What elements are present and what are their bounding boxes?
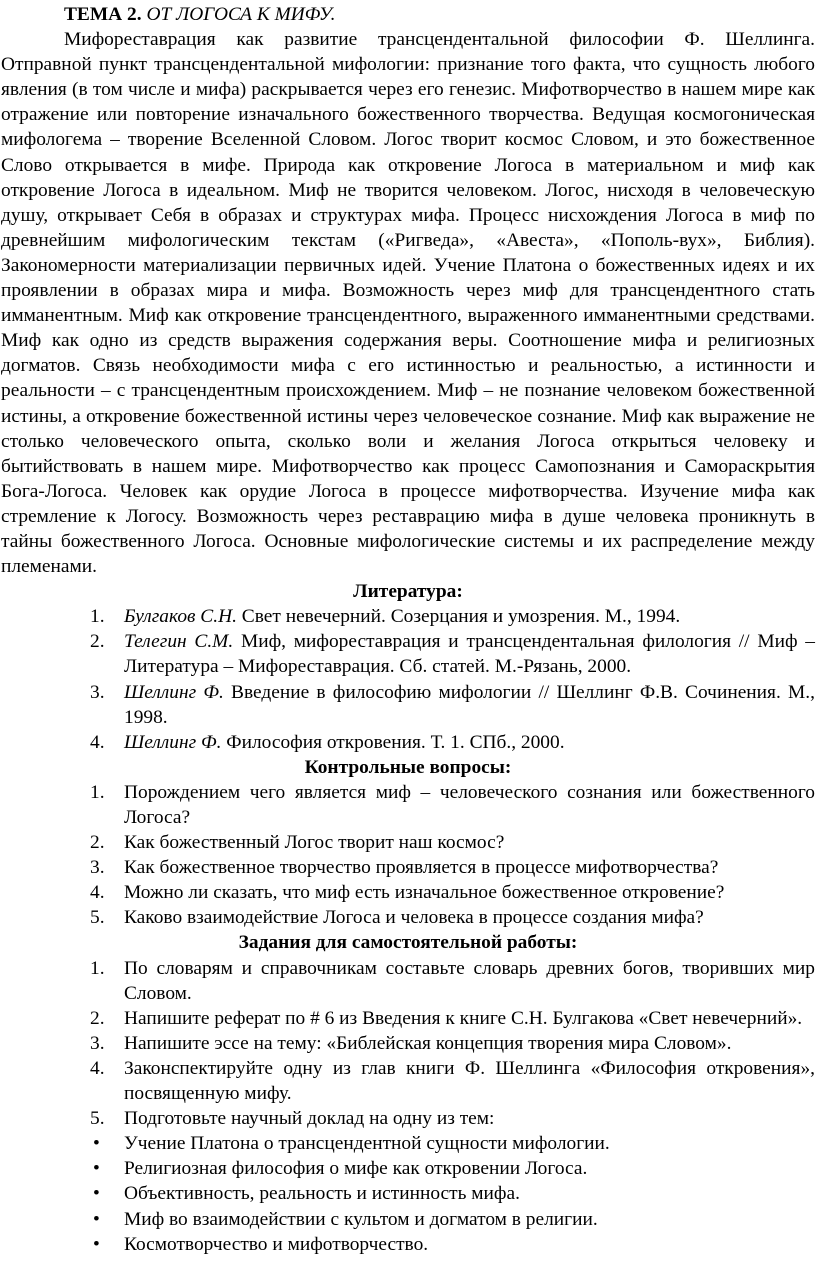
list-number: 3. <box>90 857 105 879</box>
task-text: Законспектируйте одну из глав книги Ф. Шеллинга «Философия откровения», посвященную мифу. <box>124 1057 815 1105</box>
question-text: Как божественный Логос творит наш космос? <box>124 832 505 854</box>
literature-item <box>1 730 815 755</box>
report-topic-item <box>1 1181 815 1206</box>
questions-list <box>1 780 815 931</box>
list-number: 2. <box>90 1007 105 1029</box>
list-number: 1. <box>90 781 105 803</box>
book-details: Введение в философию мифологии // Шеллинг Ф.В. Сочинения. М., 1998. <box>124 681 815 728</box>
task-text: Подготовьте научный доклад на одну из тем: <box>124 1108 495 1130</box>
list-number: 2. <box>90 631 105 653</box>
literature-item <box>1 680 815 730</box>
report-topic-item <box>1 1207 815 1232</box>
task-text: Напишите эссе на тему: «Библейская концепция творения мира Словом». <box>124 1032 732 1054</box>
list-number: 3. <box>90 1032 105 1054</box>
book-author: Телегин С.М. <box>124 631 234 653</box>
book-details: Философия откровения. Т. 1. СПб., 2000. <box>221 731 565 753</box>
question-text: Каково взаимодействие Логоса и человека в процессе создания мифа? <box>124 907 704 929</box>
literature-item <box>1 604 815 629</box>
task-item <box>1 1006 815 1031</box>
bullet-icon: • <box>93 1233 100 1255</box>
task-item <box>1 1106 815 1131</box>
question-text: Как божественное творчество проявляется в процессе мифотворчества? <box>124 857 719 879</box>
questions-heading: Контрольные вопросы: <box>304 756 512 778</box>
book-author: Шеллинг Ф. <box>124 681 224 703</box>
question-item <box>1 855 815 880</box>
report-topic-item <box>1 1156 815 1181</box>
list-number: 1. <box>90 957 105 979</box>
list-number: 4. <box>90 731 105 753</box>
bullet-icon: • <box>93 1183 100 1205</box>
task-item <box>1 1056 815 1106</box>
list-number: 5. <box>90 1108 105 1130</box>
literature-item <box>1 629 815 679</box>
task-text: Напишите реферат по # 6 из Введения к книге С.Н. Булгакова «Свет невечерний». <box>124 1007 803 1029</box>
bullet-icon: • <box>93 1133 100 1155</box>
list-number: 1. <box>90 606 105 628</box>
report-topic-text: Космотворчество и мифотворчество. <box>124 1233 429 1255</box>
report-topic-text: Миф во взаимодействии с культом и догматом в религии. <box>124 1208 598 1230</box>
bullet-icon: • <box>93 1158 100 1180</box>
report-topic-item <box>1 1232 815 1257</box>
book-details: Свет невечерний. Созерцания и умозрения. М., 1994. <box>236 606 681 628</box>
bullet-icon: • <box>93 1208 100 1230</box>
task-item <box>1 956 815 1006</box>
book-author: Булгаков С.Н. <box>124 606 237 628</box>
question-text: Можно ли сказать, что миф есть изначальное божественное откровение? <box>124 882 725 904</box>
topic-number: ТЕМА 2. <box>64 4 142 25</box>
question-item <box>1 905 815 930</box>
list-number: 5. <box>90 907 105 929</box>
question-item <box>1 830 815 855</box>
literature-list <box>1 604 815 755</box>
topic-name: ОТ ЛОГОСА К МИФУ. <box>146 4 336 25</box>
topic-title <box>64 2 815 27</box>
list-number: 4. <box>90 882 105 904</box>
question-item <box>1 880 815 905</box>
document-content <box>1 2 815 1257</box>
book-details: Миф, мифореставрация и трансцендентальная филология // Миф – Литература – Мифореставрация. Сб. статей. М.-Рязань, 2000. <box>124 631 815 678</box>
task-item <box>1 1031 815 1056</box>
book-author: Шеллинг Ф. <box>124 731 222 753</box>
list-number: 3. <box>90 681 105 703</box>
report-topics-list <box>1 1131 815 1256</box>
literature-heading: Литература: <box>353 581 463 603</box>
report-topic-text: Учение Платона о трансцендентной сущности мифологии. <box>124 1133 610 1155</box>
task-text: По словарям и справочникам составьте словарь древних богов, творивших мир Словом. <box>124 957 815 1004</box>
question-item <box>1 780 815 830</box>
report-topic-item <box>1 1131 815 1156</box>
list-number: 4. <box>90 1057 105 1079</box>
topic-description: Мифореставрация как развитие трансцендентальной философии Ф. Шеллинга. Отправной пункт трансцендентальной мифологии: признание того факта, что сущность любого явления (в том числе и мифа) раскрывается через его генезис. Мифотворчество в нашем мире как отражение или повторение изначального божественного творчества. Ведущая космогоническая мифологема – творение Вселенной Словом. Логос творит космос Словом, и это божественное Слово открывается в мифе. Природа как откровение Логоса в материальном и миф как откровение Логоса в идеальном. Миф не творится человеком. Логос, нисходя в человеческую душу, открывает Себя в образах и структурах мифа. Процесс нисхождения Логоса в миф по древнейшим мифологическим текстам («Ригведа», «Авеста», «Пополь-вух», Библия). Закономерности материализации первичных идей. Учение Платона о божественных идеях и их проявлении в образах мира и мифа. Возможность через миф для трансцендентного стать имманентным. Миф как откровение трансцендентного, выраженного имманентными средствами. Миф как одно из средств выражения содержания веры. Соотношение мифа и религиозных догматов. Связь необходимости мифа с его истинностью и реальностью, а истинности и реальности – с трансцендентным происхождением. Миф – не познание человеком божественной истины, а откровение божественной истины через человеческое сознание. Миф как выражение не столько человеческого опыта, сколько воли и желания Логоса открыться человеку и бытийствовать в нашем мире. Мифотворчество как процесс Самопознания и Самораскрытия Бога-Логоса. Человек как орудие Логоса в процессе мифотворчества. Изучение мифа как стремление к Логосу. Возможность через реставрацию мифа в душе человека проникнуть в тайны божественного Логоса. Основные мифологические системы и их распределение между племенами. <box>1 29 815 578</box>
list-number: 2. <box>90 832 105 854</box>
tasks-list <box>1 956 815 1132</box>
report-topic-text: Религиозная философия о мифе как откровении Логоса. <box>124 1158 588 1180</box>
tasks-heading: Задания для самостоятельной работы: <box>238 932 578 954</box>
question-text: Порождением чего является миф – человеческого сознания или божественного Логоса? <box>124 781 815 828</box>
report-topic-text: Объективность, реальность и истинность мифа. <box>124 1183 520 1205</box>
